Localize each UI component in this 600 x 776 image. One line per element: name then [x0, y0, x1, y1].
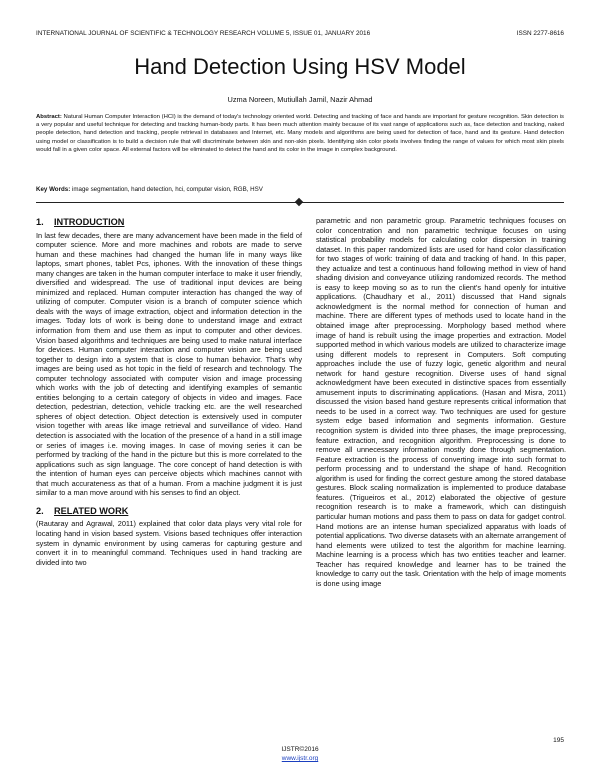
introduction-text: In last few decades, there are many advancement have been made in the field of computer science. More and more machines and robots are made to serve human and these machines had changed the human life in many ways like laptops, smart phones, tablet Pcs, iphones. With the innovation of these things many changes are taken in the human computer interface to make it user friendly, diversified and widespread. The use of traditional input devices are being minimized and replaced. Human computer interaction has changed the way of utilizing of computer. Computer vision is a branch of computer science which deals with the ways of image extraction, object and information detection in the images. Today lots of work is being done to understand image and extract information from them and use them as input to computer and other devices. Vision based algorithms and techniques are being used to make natural interface for devices. Human computer interaction and computer vision are being used together to design into a system that is close to human behavior. That's why images are being used as hot topic in the field of research and technology. The computer technology associated with computer vision and image processing which works with the job of detecting and identifying examples of semantic entities belonging to a certain category of objects in video and images. Face detection, pedestrian, detection, vehicle tracking etc. are the well researched spheres of object detection. Object detection is extensively used in computer vision together with areas like image retrieval and surveillance of video. Hand detection is associated with the location of the presence of a hand in a still image or series of images i.e. moving images. In case of moving series it can be performed by tracking of the hand in the picture but this is more correlated to the applications such as sign language. The core concept of hand detection is with the intention of human eyes can perceive objects which machines cannot with that much accurateness as that of a human. From a machine judgment it is just similar to a man move around with his senses to find an object. [36, 230, 302, 498]
divider-diamond-icon [295, 198, 303, 206]
abstract-text: Natural Human Computer Interaction (HCI) is the demand of today's technology oriented world. Detecting and tracking of face and hands are important for gesture recognition. Skin detection is a very popular and useful technique for detecting and tracking human-body parts. It has been much attention mainly because of its vast range of applications such as, face detection and tracking, naked people detection, hand detection and tracking, people retrieval in databases and Internet, etc. Many models and algorithms are being used for detection of face, hand and its gesture. Hand detection using model or classification is to build a decision rule that will discriminate between skin and non-skin pixels. Identifying skin color pixels involves finding the range of values for which most skin pixels would fall in a given color space. All external factors will be eliminated to detect the hand and its color in the image in complex background. [36, 114, 564, 153]
section-number: 2. [36, 505, 44, 516]
keywords-text: image segmentation, hand detection, hci, computer vision, RGB, HSV [72, 186, 263, 193]
section-title: RELATED WORK [54, 505, 129, 516]
journal-name: INTERNATIONAL JOURNAL OF SCIENTIFIC & TECHNOLOGY RESEARCH VOLUME 5, ISSUE 01, JANUARY 2016 [36, 30, 371, 37]
paper-title: Hand Detection Using HSV Model [134, 54, 466, 79]
abstract [36, 113, 564, 154]
running-header [36, 30, 564, 37]
left-column [36, 213, 302, 567]
footer-copyright: IJSTR©2016 [281, 746, 319, 753]
right-column-text: parametric and non parametric group. Parametric techniques focuses on color concentration and non parametric technique focuses on using statistical probability models for calculating color dispersion in training dataset. In this paper randomized lists are used for hand color classification for two stages of work: training of data and tracking of hand. In this paper, they actualize and test a continuous hand following method in view of hand shading division and conveyance utilizing randomized records. The method is easy to keep moving so as to run the client's hand openly for intuitive applications. (Chaudhary et al., 2011) discussed that Hand signals acknowledgment is the normal method for connection of human and machine. There are different types of methods used to locate hand in the obtained image after preprocessing. Morphology based method where image of hand is rebuilt using the image properties and extraction. Model supported method in which various models are utilized to characterize image using different models to represent in Computers. Soft computing approaches include the use of fuzzy logic, genetic algorithm and neural network for hand gesture recognition. Diverse uses of hand signal acknowledgment have been executed in distinctive spaces from essentially amusement inputs to discriminating applications. (Hasan and Misra, 2011) discussed the vision based hand gesture represents critical information that needs to be used in a correct way. Two techniques are used for gesture system edge based information and segments information. Gesture recognition system is divided into three phases, the image preprocessing, feature extraction, and recognition algorithm. Preprocessing is done to remove all unnecessary information mostly done through segmentation. Feature extraction is the process of converting image into such format to perform processing and to understand the shape of hand. Recognition algorithm is used for finding the correct gesture among the stored database gestures. Block scaling normalization is implemented to produce database features. (Trigueiros et al., 2012) elaborated the objective of gesture recognition research is to make a framework, which can distinguish particular human motions and pass them to pass on data for gadget control. Hand motions are an intense human specialized apparatus with loads of potential applications. Two diverse datasets with an alternate arrangement of hand elements were utilized to test the algorithm for machine learning. Machine learning is a process which has two entities teacher and learner. Teacher has required knowledge and learner has to be trained the knowledge to carry out the task. Orientation with the help of image moments is done using image [316, 216, 566, 588]
section-number: 1. [36, 217, 44, 227]
section-heading-introduction [36, 218, 302, 228]
abstract-label: Abstract: [36, 114, 62, 120]
keywords-label: Key Words: [36, 186, 71, 193]
authors: Uzma Noreen, Mutiullah Jamil, Nazir Ahmad [227, 95, 373, 104]
footer-link[interactable]: www.ijstr.org [281, 755, 319, 762]
section-title: INTRODUCTION [54, 217, 125, 227]
section-heading-related-work [36, 507, 302, 517]
keywords [36, 186, 564, 193]
right-column [316, 216, 566, 588]
related-work-text: (Rautaray and Agrawal, 2011) explained that color data plays very vital role for locating hand in vision based system. Visions based techniques offer interaction system in dynamic environment by using cameras for capturing gesture and convert it in to meaningful command. Techniques used in hand tracking are divided into two [36, 519, 302, 567]
page-number: 195 [553, 737, 564, 744]
issn: ISSN 2277-8616 [516, 30, 564, 37]
